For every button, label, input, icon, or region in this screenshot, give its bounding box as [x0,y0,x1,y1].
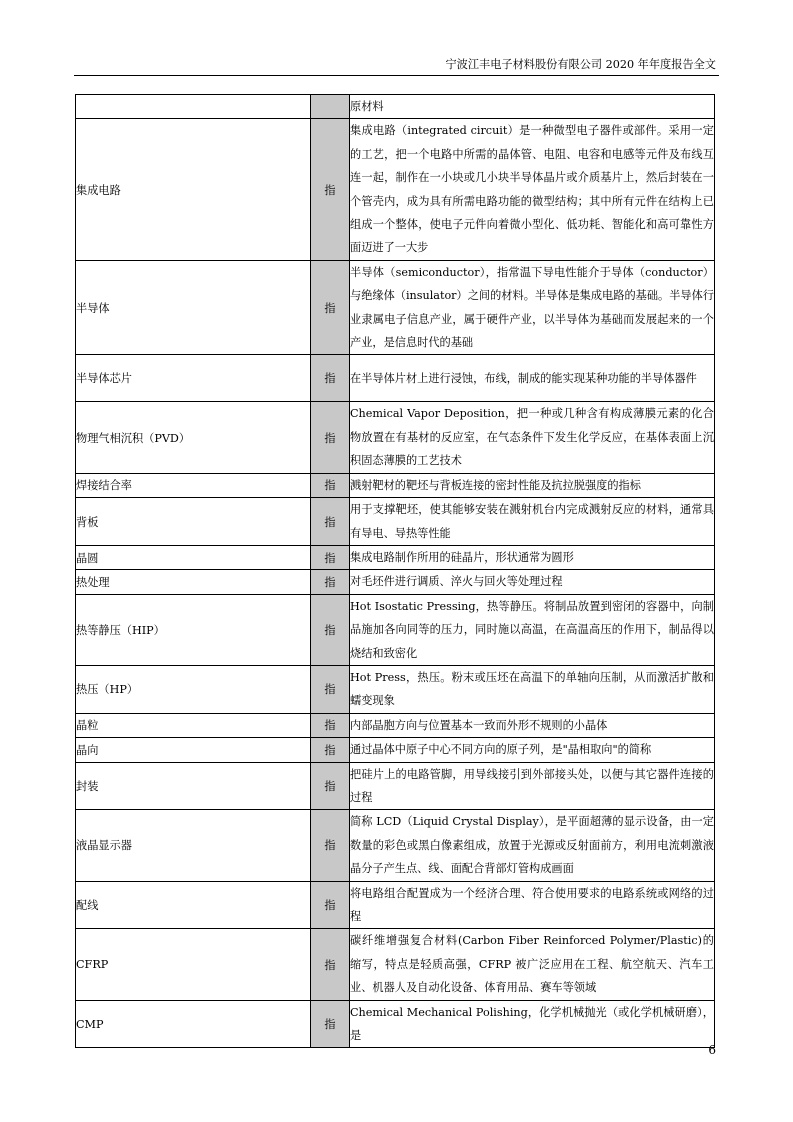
header-divider [74,75,719,76]
term-cell: 半导体芯片 [76,355,311,402]
separator-cell: 指 [311,119,350,260]
definition-cell: 原材料 [350,95,715,119]
definition-cell: Hot Isostatic Pressing，热等静压。将制品放置到密闭的容器中，向制品施加各向同等的压力，同时施以高温，在高温高压的作用下，制品得以烧结和致密化 [350,594,715,665]
table-row [76,355,715,402]
separator-cell: 指 [311,473,350,497]
definition-cell: 简称 LCD（Liquid Crystal Display），是平面超薄的显示设备，由一定数量的彩色或黑白像素组成，放置于光源或反射面前方，利用电流刺激液晶分子产生点、线、面配合背部灯管构成画面 [350,810,715,881]
separator-cell: 指 [311,545,350,569]
term-cell: 热压（HP） [76,665,311,713]
table-row [76,260,715,355]
term-cell: 热处理 [76,570,311,594]
table-row [76,95,715,119]
page-number: 6 [708,1043,716,1057]
term-cell: 晶圆 [76,545,311,569]
separator-cell: 指 [311,713,350,737]
separator-cell: 指 [311,929,350,1000]
separator-cell: 指 [311,498,350,546]
separator-cell: 指 [311,260,350,355]
definition-cell: Chemical Mechanical Polishing，化学机械抛光（或化学机械研磨），是 [350,1000,715,1048]
table-row [76,545,715,569]
separator-cell: 指 [311,738,350,762]
definition-cell: 内部晶胞方向与位置基本一致而外形不规则的小晶体 [350,713,715,737]
separator-cell: 指 [311,594,350,665]
definition-cell: 集成电路制作所用的硅晶片，形状通常为圆形 [350,545,715,569]
definition-cell: 将电路组合配置成为一个经济合理、符合使用要求的电路系统或网络的过程 [350,881,715,929]
table-row [76,570,715,594]
term-cell: 热等静压（HIP） [76,594,311,665]
table-row [76,810,715,881]
table-row [76,713,715,737]
term-cell: 晶粒 [76,713,311,737]
separator-cell: 指 [311,402,350,473]
term-cell: 半导体 [76,260,311,355]
definition-cell: 用于支撑靶坯，使其能够安装在溅射机台内完成溅射反应的材料，通常具有导电、导热等性能 [350,498,715,546]
term-cell: 集成电路 [76,119,311,260]
term-cell: 液晶显示器 [76,810,311,881]
glossary-table [75,94,715,1048]
separator-cell [311,95,350,119]
term-cell: CMP [76,1000,311,1048]
table-row [76,473,715,497]
definition-cell: 在半导体片材上进行浸蚀，布线，制成的能实现某种功能的半导体器件 [350,355,715,402]
table-row [76,119,715,260]
definition-cell: 把硅片上的电路管脚，用导线接引到外部接头处，以便与其它器件连接的过程 [350,762,715,810]
term-cell: 焊接结合率 [76,473,311,497]
term-cell: 晶向 [76,738,311,762]
report-header-title: 宁波江丰电子材料股份有限公司 2020 年年度报告全文 [445,58,716,71]
term-cell: 封装 [76,762,311,810]
separator-cell: 指 [311,810,350,881]
term-cell: 物理气相沉积（PVD） [76,402,311,473]
table-row [76,665,715,713]
definition-cell: 半导体（semiconductor），指常温下导电性能介于导体（conductor）与绝缘体（insulator）之间的材料。半导体是集成电路的基础。半导体行业隶属电子信息产业，属于硬件产业，以半导体为基础而发展起来的一个产业，是信息时代的基础 [350,260,715,355]
table-row [76,881,715,929]
separator-cell: 指 [311,881,350,929]
separator-cell: 指 [311,1000,350,1048]
table-row [76,738,715,762]
definition-cell: 溅射靶材的靶坯与背板连接的密封性能及抗拉脱强度的指标 [350,473,715,497]
definition-cell: Hot Press，热压。粉末或压坯在高温下的单轴向压制，从而激活扩散和蠕变现象 [350,665,715,713]
separator-cell: 指 [311,665,350,713]
separator-cell: 指 [311,762,350,810]
table-row [76,594,715,665]
table-row [76,498,715,546]
separator-cell: 指 [311,355,350,402]
term-cell: CFRP [76,929,311,1000]
definition-cell: 通过晶体中原子中心不同方向的原子列，是"晶相取向"的简称 [350,738,715,762]
table-row [76,402,715,473]
term-cell: 背板 [76,498,311,546]
table-row [76,762,715,810]
definition-cell: 碳纤维增强复合材料(Carbon Fiber Reinforced Polymer/Plastic)的缩写，特点是轻质高强，CFRP 被广泛应用在工程、航空航天、汽车工业、机器人及自动化设备、体育用品、赛车等领域 [350,929,715,1000]
definition-cell: 对毛坯件进行调质、淬火与回火等处理过程 [350,570,715,594]
table-row [76,929,715,1000]
separator-cell: 指 [311,570,350,594]
table-row [76,1000,715,1048]
term-cell: 配线 [76,881,311,929]
definition-cell: 集成电路（integrated circuit）是一种微型电子器件或部件。采用一定的工艺，把一个电路中所需的晶体管、电阻、电容和电感等元件及布线互连一起，制作在一小块或几小块半导体晶片或介质基片上，然后封装在一个管壳内，成为具有所需电路功能的微型结构；其中所有元件在结构上已组成一个整体，使电子元件向着微小型化、低功耗、智能化和高可靠性方面迈进了一大步 [350,119,715,260]
term-cell [76,95,311,119]
definition-cell: Chemical Vapor Deposition，把一种或几种含有构成薄膜元素的化合物放置在有基材的反应室，在气态条件下发生化学反应，在基体表面上沉积固态薄膜的工艺技术 [350,402,715,473]
